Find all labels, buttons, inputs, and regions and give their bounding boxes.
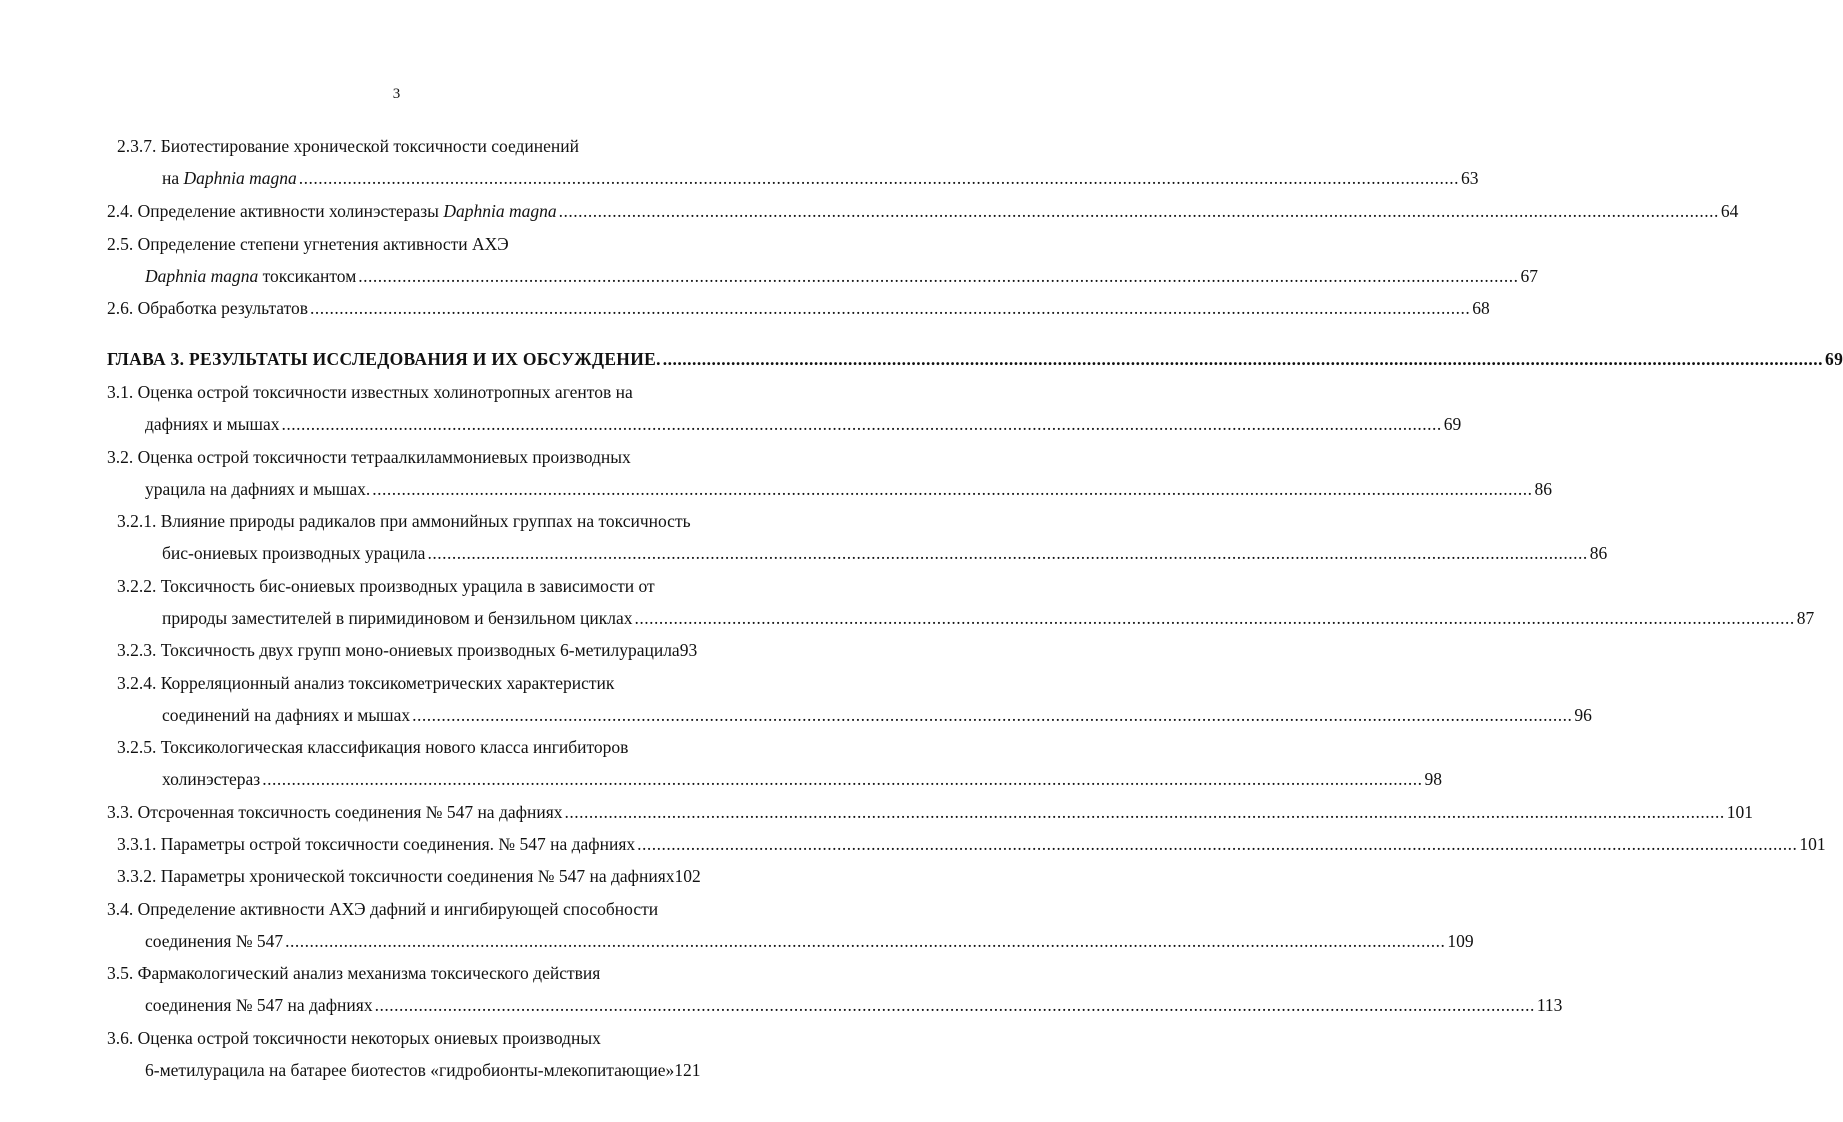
dot-leader: ..............................................................................................................................................................................................................................................: [412, 705, 1573, 725]
toc-entry-3-2-4-cont: соединений на дафниях и мышах .............................................................................................................................................................................................................................................. 96: [162, 705, 1592, 725]
toc-entry-2-5-cont: Daphnia magna токсикантом .............................................................................................................................................................................................................................................. 67: [145, 266, 1539, 286]
toc-entry-3-2-5-cont: холинэстераз .............................................................................................................................................................................................................................................. 98: [162, 769, 1442, 789]
page-ref: 101: [1799, 834, 1826, 854]
page-ref: 64: [1720, 201, 1739, 221]
toc-entry-3-2-2: 3.2.2. Токсичность бис-ониевых производных урацила в зависимости от: [117, 576, 655, 596]
dot-leader: ..............................................................................................................................................................................................................................................: [262, 769, 1423, 789]
page-ref: 101: [1726, 802, 1753, 822]
toc-entry-3-6: 3.6. Оценка острой токсичности некоторых ониевых производных: [107, 1028, 601, 1048]
dot-leader: ..............................................................................................................................................................................................................................................: [298, 168, 1460, 188]
toc-entry-2-5: 2.5. Определение степени угнетения активности АХЭ: [107, 234, 509, 254]
toc-entry-2-3-7: 2.3.7. Биотестирование хронической токсичности соединений: [117, 136, 579, 156]
toc-entry-3-5-cont: соединения № 547 на дафниях .............................................................................................................................................................................................................................................. 113: [145, 995, 1563, 1015]
dot-leader: ..............................................................................................................................................................................................................................................: [662, 349, 1824, 369]
page-ref: 96: [1574, 705, 1592, 725]
dot-leader: ..............................................................................................................................................................................................................................................: [285, 931, 1446, 951]
toc-chapter-3-heading: ГЛАВА 3. РЕЗУЛЬТАТЫ ИССЛЕДОВАНИЯ И ИХ ОБСУЖДЕНИЕ. .............................................................................................................................................................................................................................................. 69: [107, 349, 1843, 369]
dot-leader: ..............................................................................................................................................................................................................................................: [634, 608, 1795, 628]
dot-leader: ..............................................................................................................................................................................................................................................: [374, 995, 1535, 1015]
toc-entry-3-3: 3.3. Отсроченная токсичность соединения № 547 на дафниях .............................................................................................................................................................................................................................................. 101: [107, 802, 1753, 822]
dot-leader: ..............................................................................................................................................................................................................................................: [637, 834, 1798, 854]
dot-leader: ..............................................................................................................................................................................................................................................: [358, 266, 1519, 286]
page-ref: 98: [1424, 769, 1442, 789]
toc-entry-3-2-1: 3.2.1. Влияние природы радикалов при аммонийных группах на токсичность: [117, 511, 691, 531]
page-ref: 63: [1461, 168, 1479, 188]
toc-entry-3-6-cont: 6-метилурацила на батарее биотестов «гидробионты-млекопитающие»121: [145, 1060, 701, 1080]
toc-entry-3-5: 3.5. Фармакологический анализ механизма токсического действия: [107, 963, 601, 983]
page-ref: 67: [1520, 266, 1539, 286]
toc-entry-3-3-1: 3.3.1. Параметры острой токсичности соединения. № 547 на дафниях .............................................................................................................................................................................................................................................. 101: [117, 834, 1826, 854]
toc-entry-3-2-4: 3.2.4. Корреляционный анализ токсикометрических характеристик: [117, 673, 615, 693]
page-ref: 109: [1447, 931, 1474, 951]
toc-entry-2-6: 2.6. Обработка результатов .............................................................................................................................................................................................................................................. 68: [107, 298, 1490, 318]
toc-entry-3-1-cont: дафниях и мышах .............................................................................................................................................................................................................................................. 69: [145, 414, 1462, 434]
dot-leader: ..............................................................................................................................................................................................................................................: [281, 414, 1442, 434]
dot-leader: ..............................................................................................................................................................................................................................................: [427, 543, 1588, 563]
dot-leader: ..............................................................................................................................................................................................................................................: [564, 802, 1725, 822]
toc-entry-3-1: 3.1. Оценка острой токсичности известных холинотропных агентов на: [107, 382, 633, 402]
page-number: 3: [392, 86, 401, 102]
page-ref: 68: [1472, 298, 1490, 318]
toc-entry-2-3-7-cont: на Daphnia magna .............................................................................................................................................................................................................................................. 63: [162, 168, 1479, 188]
toc-entry-3-2-cont: урацила на дафниях и мышах. .............................................................................................................................................................................................................................................. 86: [145, 479, 1552, 499]
toc-entry-3-4-cont: соединения № 547 .............................................................................................................................................................................................................................................. 109: [145, 931, 1474, 951]
toc-entry-3-4: 3.4. Определение активности АХЭ дафний и ингибирующей способности: [107, 899, 659, 919]
page-ref: 86: [1534, 479, 1552, 499]
page-ref: 87: [1796, 608, 1815, 628]
page-ref: 69: [1825, 349, 1843, 369]
toc-entry-3-2-2-cont: природы заместителей в пиримидиновом и бензильном циклах .............................................................................................................................................................................................................................................. 87: [162, 608, 1815, 628]
dot-leader: ..............................................................................................................................................................................................................................................: [372, 479, 1533, 499]
dot-leader: ..............................................................................................................................................................................................................................................: [558, 201, 1719, 221]
toc-entry-3-3-2: 3.3.2. Параметры хронической токсичности соединения № 547 на дафниях102: [117, 866, 701, 886]
dot-leader: ..............................................................................................................................................................................................................................................: [310, 298, 1471, 318]
toc-entry-3-2: 3.2. Оценка острой токсичности тетраалкиламмониевых производных: [107, 447, 631, 467]
page-ref: 69: [1443, 414, 1462, 434]
page-ref: 86: [1589, 543, 1608, 563]
toc-entry-2-4: 2.4. Определение активности холинэстеразы Daphnia magna .............................................................................................................................................................................................................................................. 64: [107, 201, 1739, 221]
page-ref: 113: [1536, 995, 1563, 1015]
toc-entry-3-2-3: 3.2.3. Токсичность двух групп моно-ониевых производных 6-метилурацила93: [117, 640, 698, 660]
toc-entry-3-2-1-cont: бис-ониевых производных урацила .............................................................................................................................................................................................................................................. 86: [162, 543, 1608, 563]
toc-entry-3-2-5: 3.2.5. Токсикологическая классификация нового класса ингибиторов: [117, 737, 629, 757]
